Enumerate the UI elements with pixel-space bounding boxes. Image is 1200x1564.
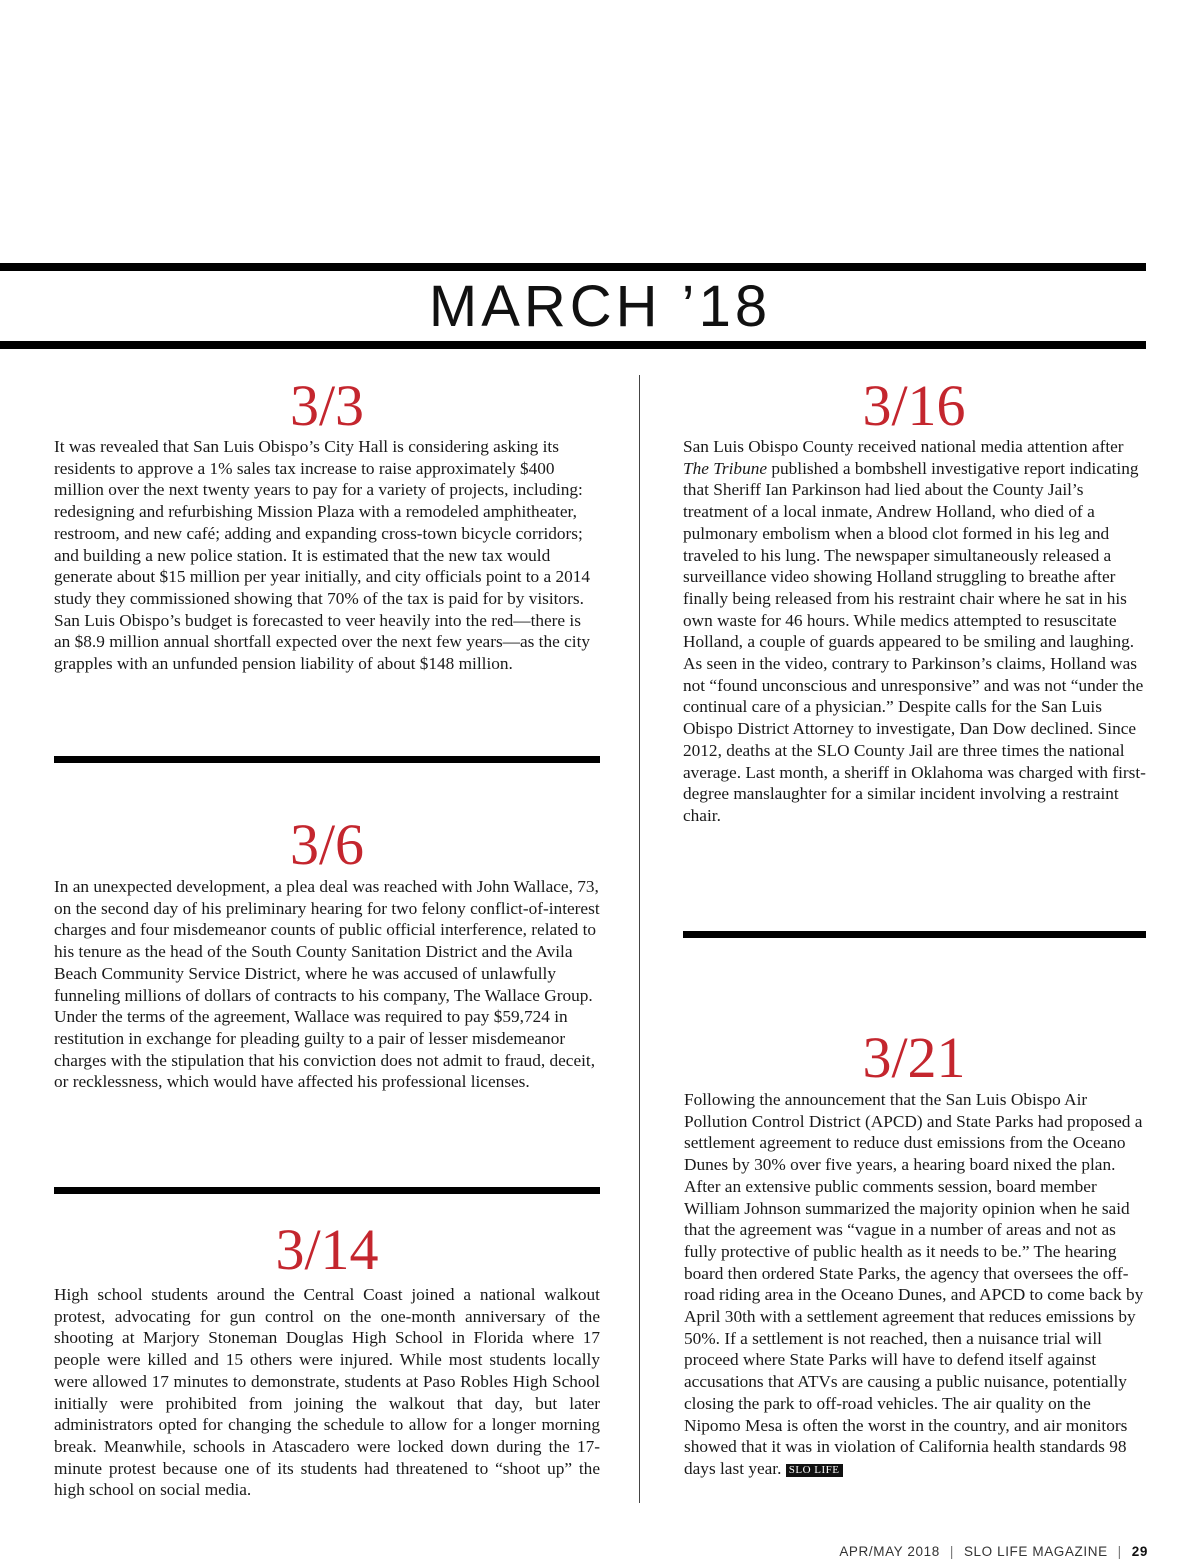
entry-text-part: Following the announcement that the San Luis Obispo Air Pollution Control District (APCD) and State Parks had proposed a settlement agreement to reduce dust emissions from the Oceano Dunes by 30% over five years, a hearing board nixed the plan. After an extensive public comments session, board member William Johnson summarized the majority opinion when he said that the agreement was “vague in a number of areas and not as fully protective of public health as it needs to be.” The hearing board then ordered State Parks, the agency that oversees the off-road riding area in the Oceano Dunes, and APCD to come back by April 30th with a settlement agreement that reduces emissions by 50%. If a settlement is not reached, then a nuisance trial will proceed where State Parks will have to defend itself against accusations that ATVs are causing a public nuisance, potentially closing the park to off-road vehicles. The air quality on the Nipomo Mesa is often the worst in the country, and air monitors showed that it was in violation of California health standards 98 days last year. [684,1090,1144,1478]
entry-text [684,1089,1144,1480]
header-bottom-rule [0,341,1146,349]
page-number: 29 [1131,1544,1148,1559]
publication-name: The Tribune [683,458,768,478]
footer-issue: APR/MAY 2018 [839,1544,940,1559]
entry-date: 3/21 [862,1025,966,1090]
footer-separator: | [949,1544,954,1559]
section-rule [683,931,1146,938]
section-rule [54,1187,600,1194]
end-mark: SLO LIFE [786,1464,843,1477]
header-top-rule [0,263,1146,271]
footer-magazine: SLO LIFE MAGAZINE [963,1544,1108,1559]
column-divider [639,375,640,1503]
entry-text: In an unexpected development, a plea deal was reached with John Wallace, 73, on the second day of his preliminary hearing for two felony conflict-of-interest charges and four misdemeanor counts of public official interference, related to his tenure as the head of the South County Sanitation District and the Avila Beach Community Service District, where he was accused of unlawfully funneling millions of dollars of contracts to his company, The Wallace Group. Under the terms of the agreement, Wallace was required to pay $59,724 in restitution in exchange for pleading guilty to a pair of lesser misdemeanor charges with the stipulation that his conviction does not admit to fraud, deceit, or recklessness, which would have affected his professional licenses. [54,877,600,1092]
entry-text [683,436,1148,827]
entry-date: 3/14 [275,1217,379,1282]
entry-date: 3/6 [289,812,365,877]
entry-text-part: published a bombshell investigative report indicating that Sheriff Ian Parkinson had lied about the County Jail’s treatment of a local inmate, Andrew Holland, who died of a pulmonary embolism when a blood clot formed in his leg and traveled to his lung. The newspaper simultaneously released a surveillance video showing Holland struggling to breathe after finally being released from his restraint chair where he sat in his own waste for 46 hours. While medics attempted to resuscitate Holland, a couple of guards appeared to be smiling and laughing. As seen in the video, contrary to Parkinson’s claims, Holland was not “found unconscious and unresponsive” and was not “under the continual care of a physician.” Despite calls for the San Luis Obispo District Attorney to investigate, Dan Dow declined. Since 2012, deaths at the SLO County Jail are three times the national average. Last month, a sheriff in Oklahoma was charged with first-degree manslaughter for a similar incident involving a restraint chair. [683,458,1146,825]
footer-separator: | [1117,1544,1122,1559]
section-rule [54,756,600,763]
entry-date: 3/16 [862,373,966,438]
entry-text: It was revealed that San Luis Obispo’s City Hall is considering asking its residents to approve a 1% sales tax increase to raise approximately $400 million over the next twenty years to pay for a variety of projects, including: redesigning and refurbishing Mission Plaza with a remodeled amphitheater, restroom, and new café; adding and expanding cross-town bicycle corridors; and building a new police station. It is estimated that the new tax would generate about $15 million per year initially, and city officials point to a 2014 study they commissioned showing that 70% of the tax is paid for by visitors. San Luis Obispo’s budget is forecasted to veer heavily into the red—there is an $8.9 million annual shortfall expected over the next few years—as the city grapples with an unfunded pension liability of about $148 million. [54,437,591,674]
page-footer [839,1544,1148,1564]
entry-text: High school students around the Central Coast joined a national walkout protest, advocating for gun control on the one-month anniversary of the shooting at Marjory Stoneman Douglas High School in Florida where 17 people were killed and 15 others were injured. While most students locally were allowed 17 minutes to demonstrate, students at Paso Robles High School initially were prohibited from joining the walkout that day, but later administrators opted for changing the schedule to allow for a longer morning break. Meanwhile, schools in Atascadero were locked down during the 17-minute protest because one of its students had threatened to “shoot up” the high school on social media. [54,1285,600,1500]
entry-text-part: San Luis Obispo County received national media attention after [683,437,1124,456]
page-title: MARCH ’18 [428,274,772,339]
entry-date: 3/3 [289,373,365,438]
